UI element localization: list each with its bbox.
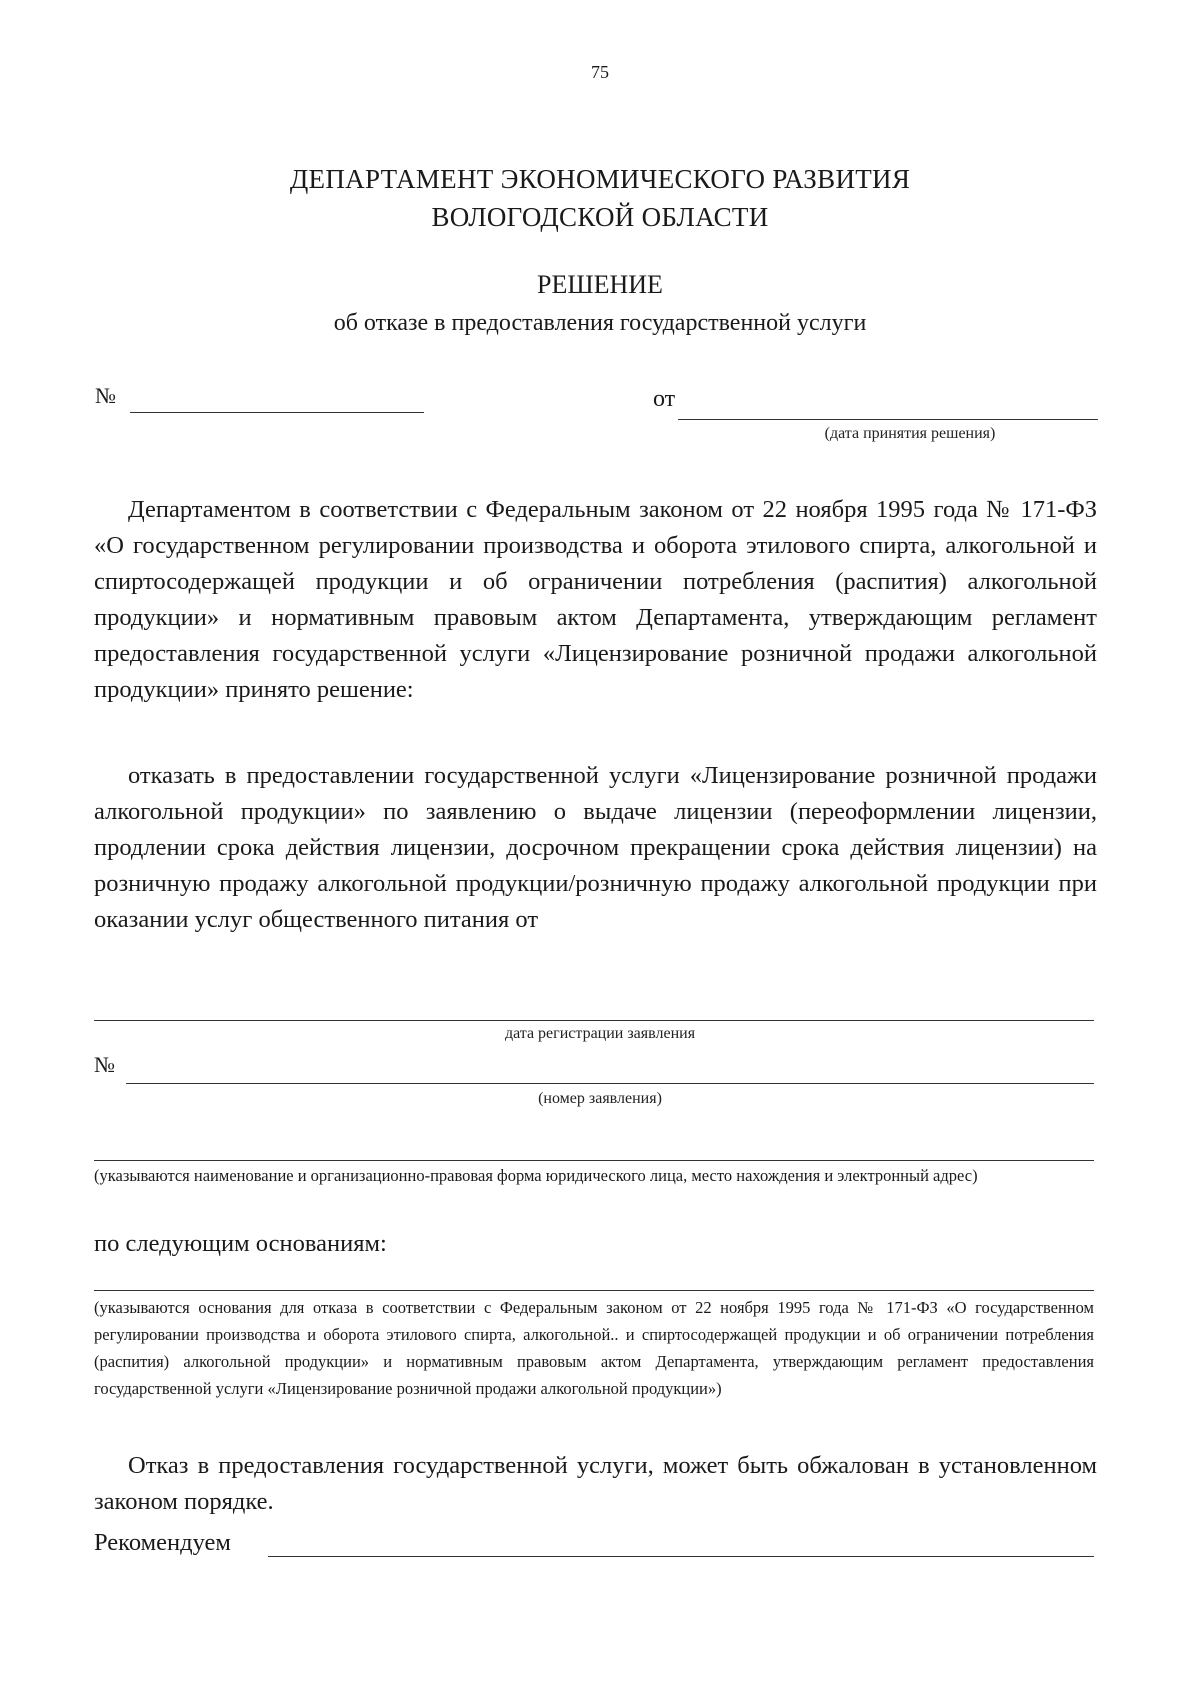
application-number-hint: (номер заявления) [538, 1090, 662, 1107]
entity-line [94, 1160, 1094, 1161]
page-number: 75 [591, 62, 609, 82]
decision-number-label: № [95, 383, 116, 408]
decision-subtitle: об отказе в предоставления государственной услуги [333, 310, 867, 336]
decision-date-label: от [653, 386, 676, 412]
decision-date-hint: (дата принятия решения) [824, 425, 996, 442]
registration-date-line [94, 1020, 1094, 1021]
grounds-label: по следующим основаниям: [94, 1230, 387, 1257]
decision-number-line [130, 412, 424, 413]
application-number-label: № [94, 1052, 115, 1077]
body-paragraph-2: отказать в предоставлении государственной услуги «Лицензирование розничной продажи алкогольной продукции» по заявлению о выдаче лицензии (переоформлении лицензии, продлении срока действия лицензии, досрочном прекращении срока действия лицензии) на розничную продажу алкогольной продукции/розничную продажу алкогольной продукции при оказании услуг общественного питания от [94, 762, 1097, 933]
registration-date-hint: дата регистрации заявления [504, 1025, 696, 1042]
entity-hint: (указываются наименование и организационно-правовая форма юридического лица, место нахождения и электронный адрес) [94, 1166, 978, 1185]
application-number-line [126, 1083, 1094, 1084]
recommend-line [268, 1556, 1094, 1557]
body-paragraph-1: Департаментом в соответствии с Федеральным законом от 22 ноября 1995 года № 171-ФЗ «О государственном регулировании производства и оборота этилового спирта, алкогольной и спиртосодержащей продукции и об ограничении потребления (распития) алкогольной продукции» и нормативным правовым актом Департамента, утверждающим регламент предоставления государственной услуги «Лицензирование розничной продажи алкогольной продукции» принято решение: [94, 496, 1097, 703]
department-heading [200, 160, 1000, 236]
appeal-paragraph: Отказ в предоставления государственной услуги, может быть обжалован в установленном законом порядке. [94, 1452, 1097, 1515]
department-line-2: ВОЛОГОДСКОЙ ОБЛАСТИ [431, 202, 769, 232]
decision-title: РЕШЕНИЕ [537, 270, 663, 299]
decision-date-line [678, 419, 1098, 420]
grounds-line [94, 1290, 1094, 1291]
department-line-1: ДЕПАРТАМЕНТ ЭКОНОМИЧЕСКОГО РАЗВИТИЯ [289, 164, 911, 194]
recommend-label: Рекомендуем [94, 1529, 231, 1556]
grounds-hint: (указываются основания для отказа в соответствии с Федеральным законом от 22 ноября 1995 года № 171-ФЗ «О государственном регулировании производства и оборота этилового спирта, алкогольной.. и спиртосодержащей продукции и об ограничении потребления (распития) алкогольной продукции» и нормативным правовым актом Департамента, утверждающим регламент предоставления государственной услуги «Лицензирование розничной продажи алкогольной продукции») [94, 1298, 1094, 1398]
